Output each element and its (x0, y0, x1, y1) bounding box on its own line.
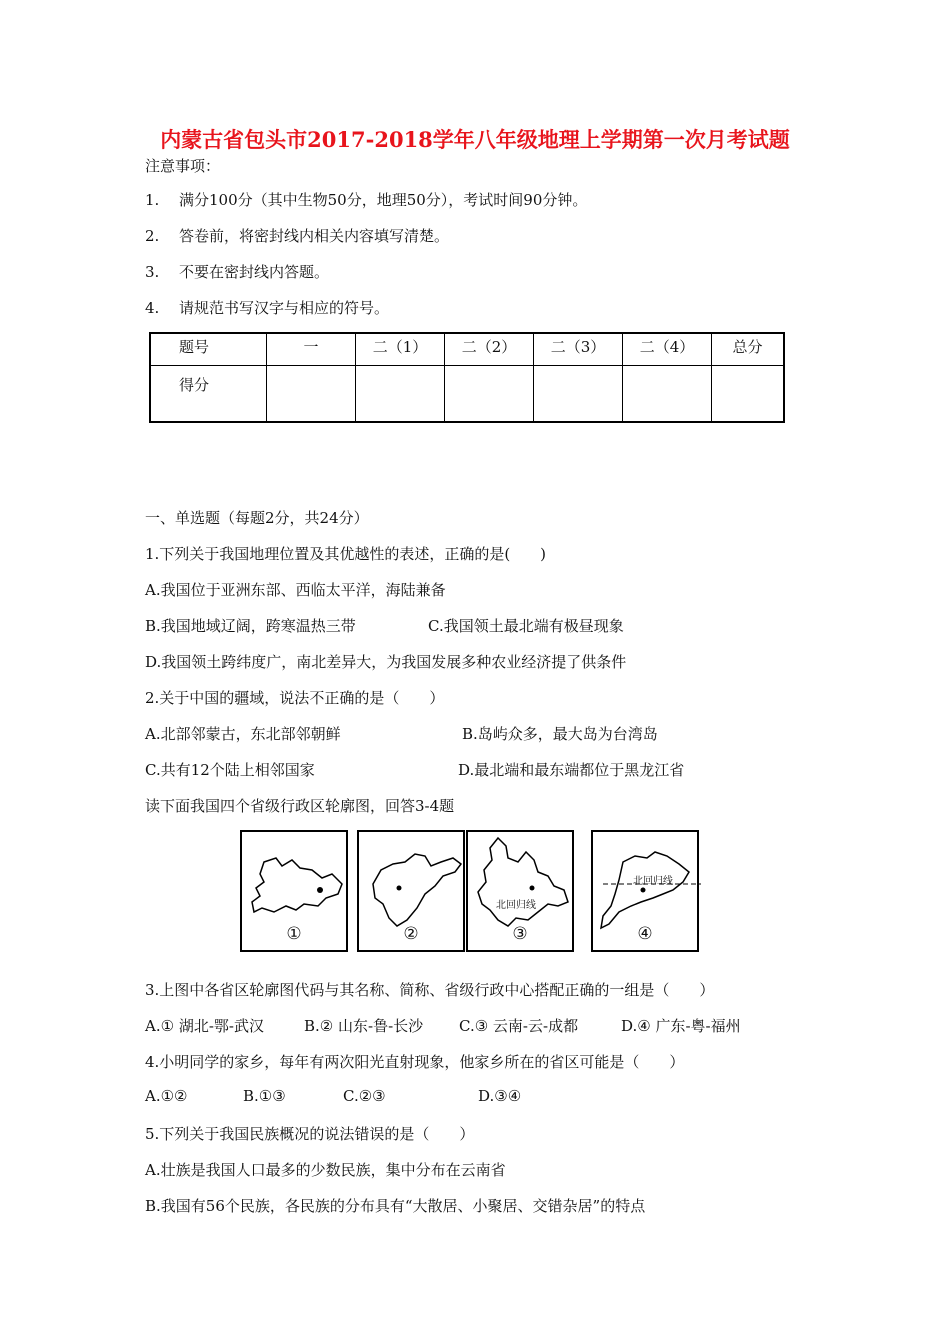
question-2-option-d: D.最北端和最东端都位于黑龙江省 (458, 761, 685, 779)
section-heading: 一、单选题（每题2分，共24分） (145, 509, 369, 527)
question-4-option-b: B.①③ (243, 1087, 286, 1105)
question-1-options-bc (145, 615, 624, 636)
score-header-cell: 二（3） (534, 333, 623, 366)
score-row-label: 得分 (150, 366, 267, 423)
notice-item-2 (145, 225, 449, 246)
question-4-option-c: C.②③ (343, 1087, 386, 1105)
score-header-cell: 二（2） (445, 333, 534, 366)
question-2-options-ab (145, 723, 658, 744)
question-3-option-a: A.① 湖北-鄂-武汉 (145, 1017, 264, 1035)
question-1-stem: 1.下列关于我国地理位置及其优越性的表述，正确的是( ) (145, 545, 547, 563)
question-4-options (145, 1087, 522, 1105)
map-yunnan (466, 830, 574, 952)
score-table (149, 332, 785, 423)
tropic-of-cancer-label: 北回归线 (633, 876, 673, 887)
notice-item-number: 1. (145, 191, 160, 209)
map-guangdong (591, 830, 699, 952)
question-3-option-c: C.③ 云南-云-成都 (459, 1017, 579, 1035)
question-2-option-c: C.共有12个陆上相邻国家 (145, 761, 315, 779)
map-label: ① (286, 924, 302, 944)
map-shandong (357, 830, 465, 952)
tropic-of-cancer-label: 北回归线 (496, 900, 536, 911)
question-4-option-a: A.①② (145, 1087, 188, 1105)
map-label: ③ (512, 924, 528, 944)
notice-item-4 (145, 297, 389, 318)
question-5-option-b: B.我国有56个民族，各民族的分布具有“大散居、小聚居、交错杂居”的特点 (145, 1197, 646, 1215)
question-4-stem: 4.小明同学的家乡，每年有两次阳光直射现象，他家乡所在的省区可能是（ ） (145, 1053, 685, 1071)
question-5-option-a: A.壮族是我国人口最多的少数民族，集中分布在云南省 (145, 1161, 506, 1179)
map-hubei (240, 830, 348, 952)
score-input-cell[interactable] (356, 366, 445, 423)
page-title: 内蒙古省包头市2017-2018学年八年级地理上学期第一次月考试题 (160, 127, 790, 152)
question-1-option-a: A.我国位于亚洲东部、西临太平洋，海陆兼备 (145, 581, 446, 599)
score-input-cell[interactable] (712, 366, 785, 423)
notice-item-number: 2. (145, 227, 160, 245)
notice-item-number: 3. (145, 263, 160, 281)
score-header-cell: 二（4） (623, 333, 712, 366)
question-2-options-cd (145, 759, 685, 780)
notice-item-number: 4. (145, 299, 160, 317)
question-5-stem: 5.下列关于我国民族概况的说法错误的是（ ） (145, 1125, 475, 1143)
notice-item-text: 满分100分（其中生物50分，地理50分），考试时间90分钟。 (179, 191, 588, 209)
score-header-cell: 二（1） (356, 333, 445, 366)
score-input-cell[interactable] (534, 366, 623, 423)
question-3-options (145, 1015, 741, 1036)
question-3-stem: 3.上图中各省区轮廓图代码与其名称、简称、省级行政中心搭配正确的一组是（ ） (145, 981, 715, 999)
notice-item-3 (145, 261, 329, 282)
question-2-option-b: B.岛屿众多，最大岛为台湾岛 (462, 725, 658, 743)
score-input-cell[interactable] (267, 366, 356, 423)
map-label: ④ (637, 924, 653, 944)
question-2-option-a: A.北部邻蒙古，东北部邻朝鲜 (145, 725, 341, 743)
score-header-cell: 一 (267, 333, 356, 366)
map-label: ② (403, 924, 419, 944)
notice-item-text: 答卷前，将密封线内相关内容填写清楚。 (179, 227, 450, 245)
question-3-option-d: D.④ 广东-粤-福州 (621, 1017, 741, 1035)
question-1-option-b: B.我国地域辽阔，跨寒温热三带 (145, 617, 356, 635)
question-1-option-c: C.我国领土最北端有极昼现象 (428, 617, 624, 635)
notice-item-text: 不要在密封线内答题。 (179, 263, 330, 281)
score-header-cell: 题号 (150, 333, 267, 366)
notice-heading: 注意事项： (145, 157, 221, 175)
question-2-stem: 2.关于中国的疆域，说法不正确的是（ ） (145, 689, 445, 707)
score-input-cell[interactable] (445, 366, 534, 423)
score-input-cell[interactable] (623, 366, 712, 423)
notice-item-text: 请规范书写汉字与相应的符号。 (179, 299, 390, 317)
map-intro: 读下面我国四个省级行政区轮廓图，回答3-4题 (145, 797, 455, 815)
score-table-header-row (150, 333, 784, 366)
score-header-cell: 总分 (712, 333, 785, 366)
question-3-option-b: B.② 山东-鲁-长沙 (304, 1017, 424, 1035)
score-table-score-row (150, 366, 784, 423)
question-4-option-d: D.③④ (478, 1087, 522, 1105)
question-1-option-d: D.我国领土跨纬度广，南北差异大，为我国发展多种农业经济提了供条件 (145, 653, 627, 671)
notice-item-1 (145, 189, 587, 210)
